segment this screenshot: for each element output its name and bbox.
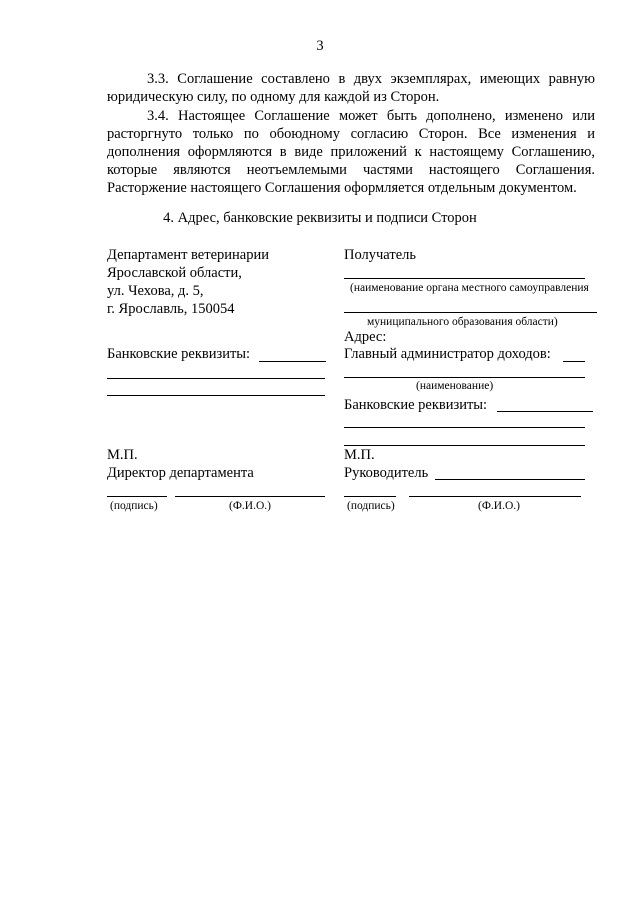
clause-3-4: 3.4. Настоящее Соглашение может быть дополнено, изменено или расторгнуто только по обоюдному согласию Сторон. Все изменения и дополнения оформляются в виде приложений к настоящему Соглашению, которые являются неотъемлемыми частями настоящего Соглашения. Расторжение настоящего Соглашения оформляется отдельным документом. [107, 108, 595, 196]
right-address-label: Адрес: [344, 329, 387, 345]
right-bank-line-2 [344, 445, 585, 446]
left-bank-line-2 [107, 395, 325, 396]
right-sign-caption: (подпись) [347, 500, 395, 512]
left-sign-caption: (подпись) [110, 500, 158, 512]
left-sign-line [107, 496, 167, 497]
page-number: 3 [316, 38, 324, 54]
right-admin-line [344, 377, 585, 378]
right-mp: М.П. [344, 447, 375, 463]
left-bank-line-inline [259, 361, 326, 362]
right-name-hint-2: муниципального образования области) [367, 316, 558, 328]
section-title: 4. Адрес, банковские реквизиты и подписи Сторон [163, 210, 477, 226]
left-org-line1: Департамент ветеринарии [107, 247, 269, 263]
left-address-line2: г. Ярославль, 150054 [107, 301, 235, 317]
right-name-line-1 [344, 278, 585, 279]
left-address-line1: ул. Чехова, д. 5, [107, 283, 204, 299]
right-name-line-2 [344, 312, 597, 313]
right-bank-line-inline [497, 411, 593, 412]
left-org-line2: Ярославской области, [107, 265, 242, 281]
right-admin-label: Главный администратор доходов: [344, 346, 551, 362]
right-position: Руководитель [344, 465, 429, 481]
right-admin-hint: (наименование) [416, 380, 494, 392]
right-fio-caption: (Ф.И.О.) [478, 500, 520, 512]
left-fio-caption: (Ф.И.О.) [229, 500, 271, 512]
right-admin-line-inline [563, 361, 585, 362]
left-bank-label: Банковские реквизиты: [107, 346, 251, 362]
right-position-line [435, 479, 585, 480]
right-fio-line [409, 496, 581, 497]
right-sign-line [344, 496, 396, 497]
clause-3-3: 3.3. Соглашение составлено в двух экземплярах, имеющих равную юридическую силу, по одному для каждой из Сторон. [107, 71, 595, 105]
left-position: Директор департамента [107, 465, 254, 481]
right-bank-label: Банковские реквизиты: [344, 397, 488, 413]
left-mp: М.П. [107, 447, 138, 463]
right-name-hint-1: (наименование органа местного самоуправления [350, 282, 589, 294]
left-bank-line-1 [107, 378, 325, 379]
right-recipient-label: Получатель [344, 247, 416, 263]
right-bank-line-1 [344, 427, 585, 428]
left-fio-line [175, 496, 325, 497]
